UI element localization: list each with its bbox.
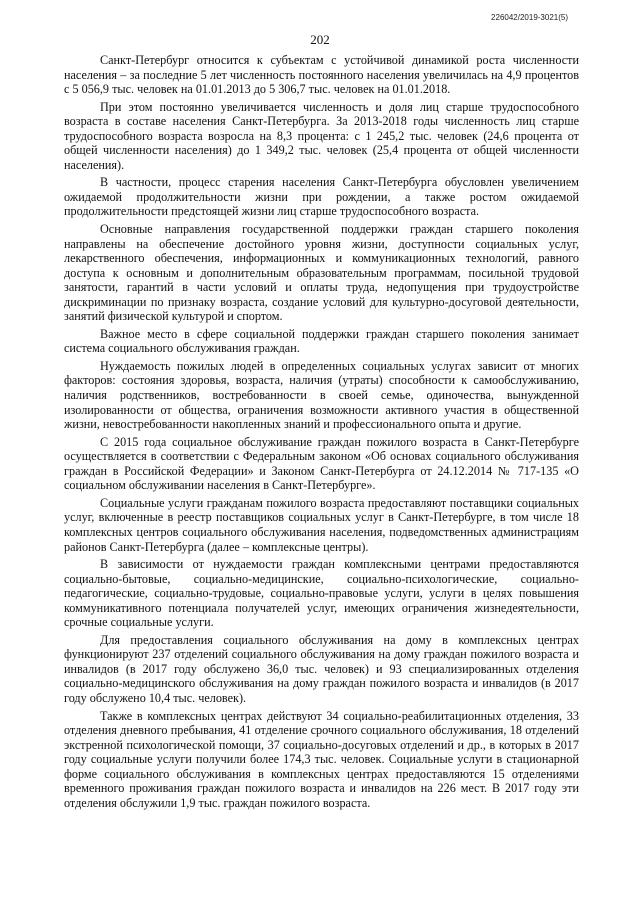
paragraph: Санкт-Петербург относится к субъектам с устойчивой динамикой роста численности населения – за последние 5 лет численность постоянного населения увеличилась на 4,9 процентов с 5 056,9 тыс. человек на 01.01.2013 до 5 306,7 тыс. человек на 01.01.2018.: [64, 53, 579, 97]
paragraph: Важное место в сфере социальной поддержки граждан старшего поколения занимает система социального обслуживания граждан.: [64, 326, 579, 356]
paragraph: При этом постоянно увеличивается численность и доля лиц старше трудоспособного возраста в составе населения Санкт-Петербурга. За 2013-2018 годы численность лиц старше трудоспособного возраста возросла на 8,3 процента: с 1 245,2 тыс. человек (24,6 процента от общей численности населения) до 1 349,2 тыс. человек (25,4 процента от общей численности населения).: [64, 99, 579, 172]
paragraph: Также в комплексных центрах действуют 34 социально-реабилитационных отделения, 33 отделения дневного пребывания, 41 отделение срочного социального обслуживания, 18 отделений экстренной психологической помощи, 37 социально-досуговых отделений и др., в которых в 2017 году социальные услуги получили более 174,3 тыс. человек. Социальные услуги в стационарной форме социального обслуживания в комплексных центрах предоставляются 15 отделениями временного проживания граждан пожилого возраста и инвалидов на 226 мест. В 2017 году эти отделения обслужили 1,9 тыс. граждан пожилого возраста.: [64, 708, 579, 810]
paragraph: Основные направления государственной поддержки граждан старшего поколения направлены на обеспечение достойного уровня жизни, доступности социальных услуг, лекарственного обеспечения, информационных и коммуникационных технологий, равного доступа к основным и дополнительным образовательным программам, посильной трудовой занятости, гарантий в части условий и оплаты труда, недопущения при трудоустройстве дискриминации по признаку возраста, создание условий для культурно-досуговой деятельности, занятий физической культурой и спортом.: [64, 222, 579, 324]
document-id: 226042/2019-3021(5): [491, 13, 568, 22]
paragraph: Нуждаемость пожилых людей в определенных социальных услугах зависит от многих факторов: состояния здоровья, возраста, наличия (утраты) способности к самообслуживанию, наличия родственников, востребованности в своей семье, одиночества, вынужденной изолированности от общества, ограничения возможности активного участия в общественной жизни, невостребованности накопленных знаний и профессионального опыта и другие.: [64, 358, 579, 432]
page-number: 202: [310, 32, 330, 47]
paragraph: В частности, процесс старения населения Санкт-Петербурга обусловлен увеличением ожидаемой продолжительности жизни при рождении, а также ростом ожидаемой продолжительности предстоящей жизни лиц старше трудоспособного возраста.: [64, 175, 579, 219]
body-text: [64, 53, 579, 813]
paragraph: Для предоставления социального обслуживания на дому в комплексных центрах функционируют 237 отделений социального обслуживания на дому граждан пожилого возраста и инвалидов (в 2017 году обслужено 36,0 тыс. человек) и 93 специализированных отделения социально-медицинского обслуживания на дому граждан пожилого возраста и инвалидов (в 2017 году обслужено 10,4 тыс. человек).: [64, 632, 579, 705]
paragraph: С 2015 года социальное обслуживание граждан пожилого возраста в Санкт-Петербурге осуществляется в соответствии с Федеральным законом «Об основах социального обслуживания граждан в Российской Федерации» и Законом Санкт-Петербурга от 24.12.2014 № 717-135 «О социальном обслуживании населения в Санкт-Петербурге».: [64, 434, 579, 493]
paragraph: Социальные услуги гражданам пожилого возраста предоставляют поставщики социальных услуг, включенные в реестр поставщиков социальных услуг в Санкт-Петербурге, в том числе 18 комплексных центров социального обслуживания населения, подведомственных администрациям районов Санкт-Петербурга (далее – комплексные центры).: [64, 495, 579, 554]
paragraph: В зависимости от нуждаемости граждан комплексными центрами предоставляются социально-бытовые, социально-медицинские, социально-психологические, социально-педагогические, социально-трудовые, социально-правовые услуги, услуги в целях повышения коммуникативного потенциала получателей услуг, имеющих ограничения жизнедеятельности, срочные социальные услуги.: [64, 557, 579, 630]
